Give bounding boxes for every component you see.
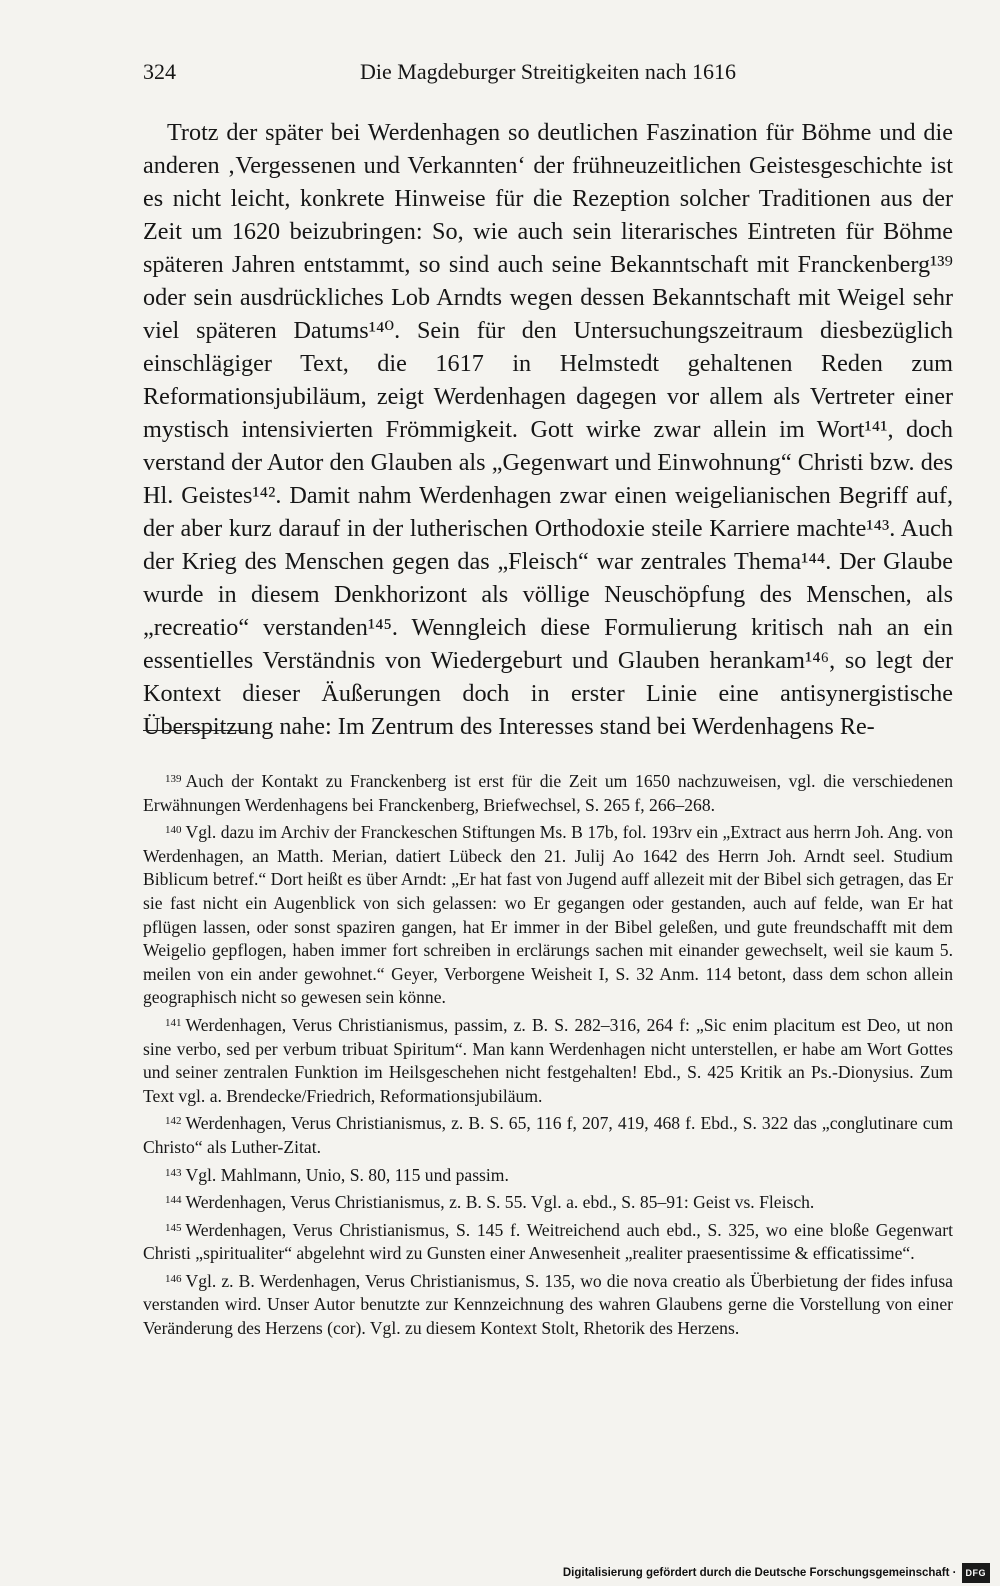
footnote-number: 146 — [165, 1272, 182, 1285]
footnote-145 — [143, 1217, 953, 1266]
footnote-text: Vgl. Mahlmann, Unio, S. 80, 115 und passim. — [185, 1164, 509, 1185]
footnote-140 — [143, 819, 953, 1010]
footnote-number: 139 — [165, 773, 182, 785]
footnote-text: Werdenhagen, Verus Christianismus, passim, z. B. S. 282–316, 264 f: „Sic enim placitum est Deo, ut non sine verbo, sed per verbum tribuat Spiritum“. Man kann Werdenhagen nicht unterstellen, er habe am Wort Gottes und seiner zentralen Funktion im Heilsgeschehen nicht festgehalten! Ebd., S. 425 Kritik an Ps.-Dionysius. Zum Text vgl. a. Brendecke/Friedrich, Reformationsjubiläum. — [143, 1014, 953, 1106]
footnote-text: Vgl. z. B. Werdenhagen, Verus Christianismus, S. 135, wo die nova creatio als Überbietung der fides infusa verstanden wird. Unser Autor benutzte zur Kennzeichnung des wahren Glaubens gerne die Vorstellung von einer Veränderung des Herzens (cor). Vgl. zu diesem Kontext Stolt, Rhetorik des Herzens. — [143, 1270, 953, 1339]
footnote-separator — [143, 730, 247, 731]
footnote-142 — [143, 1110, 953, 1159]
footnote-139 — [143, 768, 953, 817]
footnote-number: 140 — [165, 824, 182, 837]
digitization-credit — [563, 1564, 990, 1582]
footnote-text: Auch der Kontakt zu Franckenberg ist erst für die Zeit um 1650 nachzuweisen, vgl. die verschiedenen Erwähnungen Werdenhagens bei Franckenberg, Briefwechsel, S. 265 f, 266–268. — [143, 771, 953, 815]
footnote-number: 141 — [165, 1016, 182, 1029]
footnote-number: 142 — [165, 1115, 182, 1128]
body-paragraph: Trotz der später bei Werdenhagen so deutlichen Faszination für Böhme und die anderen ‚Vergessenen und Verkannten‘ der frühneuzeitlichen Geistesgeschichte ist es nicht leicht, konkrete Hinweise für die Rezeption solcher Traditionen aus der Zeit um 1620 beizubringen: So, wie auch sein literarisches Eintreten für Böhme späteren Jahren entstammt, so sind auch seine Bekanntschaft mit Franckenberg¹³⁹ oder sein ausdrückliches Lob Arndts wegen dessen Bekanntschaft mit Weigel sehr viel späteren Datums¹⁴⁰. Sein für den Untersuchungszeitraum diesbezüglich einschlägiger Text, die 1617 in Helmstedt gehaltenen Reden zum Reformationsjubiläum, zeigt Werdenhagen dagegen vor allem als Vertreter einer mystisch intensivierten Frömmigkeit. Gott wirke zwar allein im Wort¹⁴¹, doch verstand der Autor den Glauben als „Gegenwart und Einwohnung“ Christi bzw. des Hl. Geistes¹⁴². Damit nahm Werdenhagen zwar einen weigelianischen Begriff auf, der aber kurz darauf in der lutherischen Orthodoxie steile Karriere machte¹⁴³. Auch der Krieg des Menschen gegen das „Fleisch“ war zentrales Thema¹⁴⁴. Der Glaube wurde in diesem Denkhorizont als völlige Neuschöpfung des Menschen, als „recreatio“ verstanden¹⁴⁵. Wenngleich diese Formulierung kritisch nah an ein essentielles Verständnis von Wiedergeburt und Glauben herankam¹⁴⁶, so legt der Kontext dieser Äußerungen doch in erster Linie eine antisynergistische Überspitzung nahe: Im Zentrum des Interesses stand bei Werdenhagens Re- — [143, 119, 953, 740]
dfg-logo-icon: DFG — [962, 1563, 991, 1583]
footnote-143 — [143, 1162, 953, 1188]
running-head: Die Magdeburger Streitigkeiten nach 1616 — [360, 59, 736, 84]
footnote-number: 144 — [165, 1194, 182, 1207]
footnote-number: 143 — [165, 1166, 182, 1179]
footnote-144 — [143, 1189, 953, 1215]
page-header — [143, 54, 953, 90]
footnote-number: 145 — [165, 1221, 182, 1234]
footnotes — [143, 768, 953, 1343]
footnote-text: Vgl. dazu im Archiv der Franckeschen Stiftungen Ms. B 17b, fol. 193rv ein „Extract aus herrn Joh. Ang. von Werdenhagen, an Matth. Merian, datiert Lübeck den 21. Julij Ao 1642 des Herrn Joh. Arndt seel. Studium Biblicum betref.“ Dort heißt es über Arndt: „Er hat fast von Jugend auff allezeit mit der Bibel sich getragen, das Er sie fast nicht ein Augenblick von sich gelassen: wo Er gegangen oder gestanden, auch auf felde, wan Er hat pflügen lassen, oder sonst spaziren gangen, hat Er immer in der Bibel geleßen, und gute freundschafft mit dem Weigelio gepflogen, haben immer fort schreiben in erclärungs sachen mit einander gewechselt, weil sie kaum 5. meilen von ein ander gewohnet.“ Geyer, Verborgene Weisheit I, S. 32 Anm. 114 betont, dass dem schon allein geographisch nicht so gewesen sein könne. — [143, 822, 953, 1008]
footnote-141 — [143, 1012, 953, 1108]
main-text — [143, 116, 953, 743]
page-number: 324 — [143, 59, 176, 84]
footnote-text: Werdenhagen, Verus Christianismus, z. B. S. 65, 116 f, 207, 419, 468 f. Ebd., S. 322 das „conglutinare cum Christo“ als Luther-Zitat. — [143, 1113, 953, 1157]
footnote-146 — [143, 1268, 953, 1341]
footnote-text: Werdenhagen, Verus Christianismus, S. 145 f. Weitreichend auch ebd., S. 325, wo eine bloße Gegenwart Christi „spiritualiter“ abgelehnt wird zu Gunsten einer Anwesenheit „realiter praesentissime & efficatissime“. — [143, 1219, 953, 1264]
footnote-text: Werdenhagen, Verus Christianismus, z. B. S. 55. Vgl. a. ebd., S. 85–91: Geist vs. Fleisch. — [185, 1192, 815, 1213]
credit-text: Digitalisierung gefördert durch die Deutsche Forschungsgemeinschaft · — [562, 1567, 957, 1579]
